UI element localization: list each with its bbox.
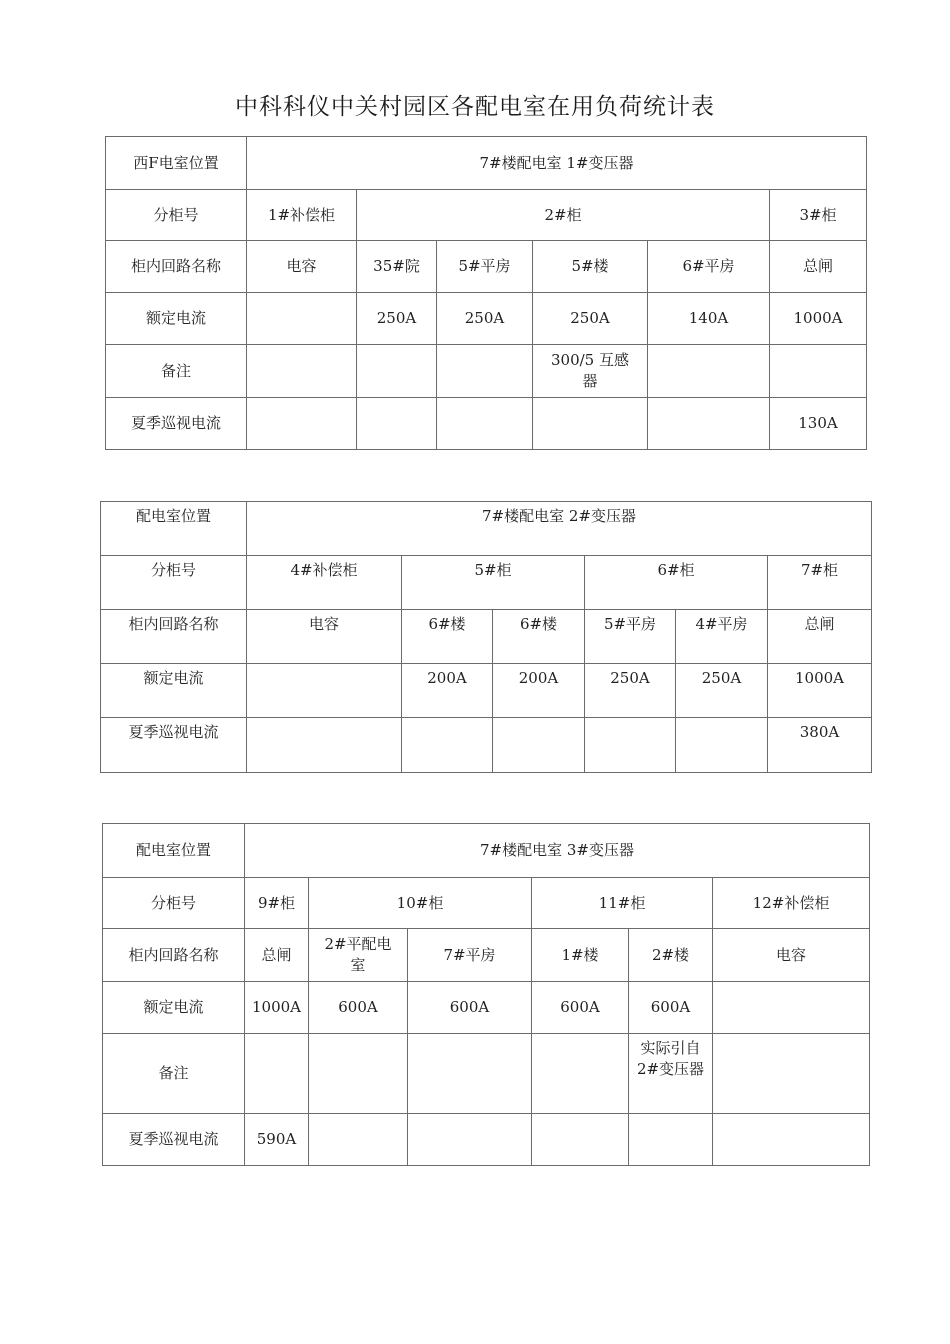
- summer-cell: [309, 1114, 408, 1166]
- circuit-cell: 4#平房: [676, 610, 768, 664]
- cabinet-row: [106, 190, 867, 241]
- remark-cell: [532, 1034, 629, 1114]
- summer-cell: [493, 718, 585, 773]
- circuit-cell: 7#平房: [408, 929, 532, 982]
- summer-cell: [629, 1114, 713, 1166]
- rated-label: 额定电流: [106, 293, 247, 345]
- cabinet-cell: 2#柜: [357, 190, 770, 241]
- summer-current-row: [106, 398, 867, 450]
- rated-cell: 600A: [408, 982, 532, 1034]
- remark-cell: [247, 345, 357, 398]
- rated-cell: 1000A: [768, 664, 872, 718]
- cabinet-cell: 4#补偿柜: [247, 556, 402, 610]
- rated-cell: 250A: [357, 293, 437, 345]
- summer-cell: 130A: [770, 398, 867, 450]
- rated-cell: 200A: [493, 664, 585, 718]
- location-value: 7#楼配电室 2#变压器: [247, 502, 872, 556]
- cabinet-cell: 7#柜: [768, 556, 872, 610]
- circuit-cell: 电容: [247, 241, 357, 293]
- rated-cell: 250A: [676, 664, 768, 718]
- location-label: 配电室位置: [103, 824, 245, 878]
- summer-cell: 590A: [245, 1114, 309, 1166]
- circuit-label: 柜内回路名称: [106, 241, 247, 293]
- document-title: 中科科仪中关村园区各配电室在用负荷统计表: [235, 94, 715, 120]
- rated-cell: 140A: [648, 293, 770, 345]
- summer-current-row: [103, 1114, 870, 1166]
- rated-cell: 250A: [585, 664, 676, 718]
- circuit-cell: 总闸: [770, 241, 867, 293]
- cabinet-cell: 5#柜: [402, 556, 585, 610]
- circuit-row: [103, 929, 870, 982]
- circuit-cell: 6#楼: [402, 610, 493, 664]
- summer-cell: [408, 1114, 532, 1166]
- load-table-transformer-3: [102, 823, 870, 1166]
- circuit-cell: 5#平房: [585, 610, 676, 664]
- remark-cell: [648, 345, 770, 398]
- cabinet-cell: 10#柜: [309, 878, 532, 929]
- circuit-cell: 5#楼: [533, 241, 648, 293]
- circuit-cell: 总闸: [245, 929, 309, 982]
- remark-cell: [770, 345, 867, 398]
- load-table-transformer-2: [100, 501, 872, 773]
- cabinet-row: [103, 878, 870, 929]
- circuit-cell: 电容: [713, 929, 870, 982]
- location-row: [103, 824, 870, 878]
- rated-cell: 600A: [532, 982, 629, 1034]
- circuit-label: 柜内回路名称: [103, 929, 245, 982]
- cabinet-row: [101, 556, 872, 610]
- circuit-cell: 电容: [247, 610, 402, 664]
- location-value: 7#楼配电室 1#变压器: [247, 137, 867, 190]
- cabinet-cell: 11#柜: [532, 878, 713, 929]
- circuit-cell: 1#楼: [532, 929, 629, 982]
- rated-cell: [247, 293, 357, 345]
- rated-cell: 250A: [437, 293, 533, 345]
- summer-cell: [532, 1114, 629, 1166]
- rated-cell: 1000A: [245, 982, 309, 1034]
- remark-cell: 300/5 互感器: [533, 345, 648, 398]
- circuit-row: [101, 610, 872, 664]
- summer-label: 夏季巡视电流: [103, 1114, 245, 1166]
- cabinet-cell: 3#柜: [770, 190, 867, 241]
- remark-cell: 实际引自 2#变压器: [629, 1034, 713, 1114]
- circuit-cell: 2#楼: [629, 929, 713, 982]
- load-table-transformer-1: [105, 136, 867, 450]
- summer-cell: [533, 398, 648, 450]
- rated-cell: [247, 664, 402, 718]
- rated-label: 额定电流: [101, 664, 247, 718]
- summer-cell: [402, 718, 493, 773]
- circuit-cell: 35#院: [357, 241, 437, 293]
- summer-cell: [713, 1114, 870, 1166]
- location-row: [106, 137, 867, 190]
- rated-cell: [713, 982, 870, 1034]
- summer-cell: [247, 718, 402, 773]
- remark-cell: [713, 1034, 870, 1114]
- circuit-cell: 5#平房: [437, 241, 533, 293]
- cabinet-label: 分柜号: [106, 190, 247, 241]
- summer-cell: [247, 398, 357, 450]
- location-row: [101, 502, 872, 556]
- circuit-row: [106, 241, 867, 293]
- remark-label: 备注: [106, 345, 247, 398]
- remark-row: [106, 345, 867, 398]
- remark-cell: [357, 345, 437, 398]
- rated-current-row: [101, 664, 872, 718]
- summer-cell: [648, 398, 770, 450]
- cabinet-cell: 9#柜: [245, 878, 309, 929]
- remark-cell: [245, 1034, 309, 1114]
- circuit-cell: 6#平房: [648, 241, 770, 293]
- location-label: 西F电室位置: [106, 137, 247, 190]
- cabinet-label: 分柜号: [101, 556, 247, 610]
- summer-cell: [357, 398, 437, 450]
- cabinet-cell: 12#补偿柜: [713, 878, 870, 929]
- summer-current-row: [101, 718, 872, 773]
- location-value: 7#楼配电室 3#变压器: [245, 824, 870, 878]
- rated-label: 额定电流: [103, 982, 245, 1034]
- summer-cell: [585, 718, 676, 773]
- summer-label: 夏季巡视电流: [101, 718, 247, 773]
- cabinet-cell: 1#补偿柜: [247, 190, 357, 241]
- rated-cell: 600A: [629, 982, 713, 1034]
- circuit-label: 柜内回路名称: [101, 610, 247, 664]
- location-label: 配电室位置: [101, 502, 247, 556]
- circuit-cell: 2#平配电室: [309, 929, 408, 982]
- remark-row: [103, 1034, 870, 1114]
- summer-cell: [437, 398, 533, 450]
- remark-cell: [437, 345, 533, 398]
- circuit-cell: 总闸: [768, 610, 872, 664]
- summer-label: 夏季巡视电流: [106, 398, 247, 450]
- remark-cell: [309, 1034, 408, 1114]
- rated-cell: 1000A: [770, 293, 867, 345]
- summer-cell: 380A: [768, 718, 872, 773]
- rated-cell: 250A: [533, 293, 648, 345]
- remark-label: 备注: [103, 1034, 245, 1114]
- rated-current-row: [106, 293, 867, 345]
- remark-cell: [408, 1034, 532, 1114]
- rated-cell: 600A: [309, 982, 408, 1034]
- circuit-cell: 6#楼: [493, 610, 585, 664]
- cabinet-cell: 6#柜: [585, 556, 768, 610]
- rated-current-row: [103, 982, 870, 1034]
- rated-cell: 200A: [402, 664, 493, 718]
- summer-cell: [676, 718, 768, 773]
- cabinet-label: 分柜号: [103, 878, 245, 929]
